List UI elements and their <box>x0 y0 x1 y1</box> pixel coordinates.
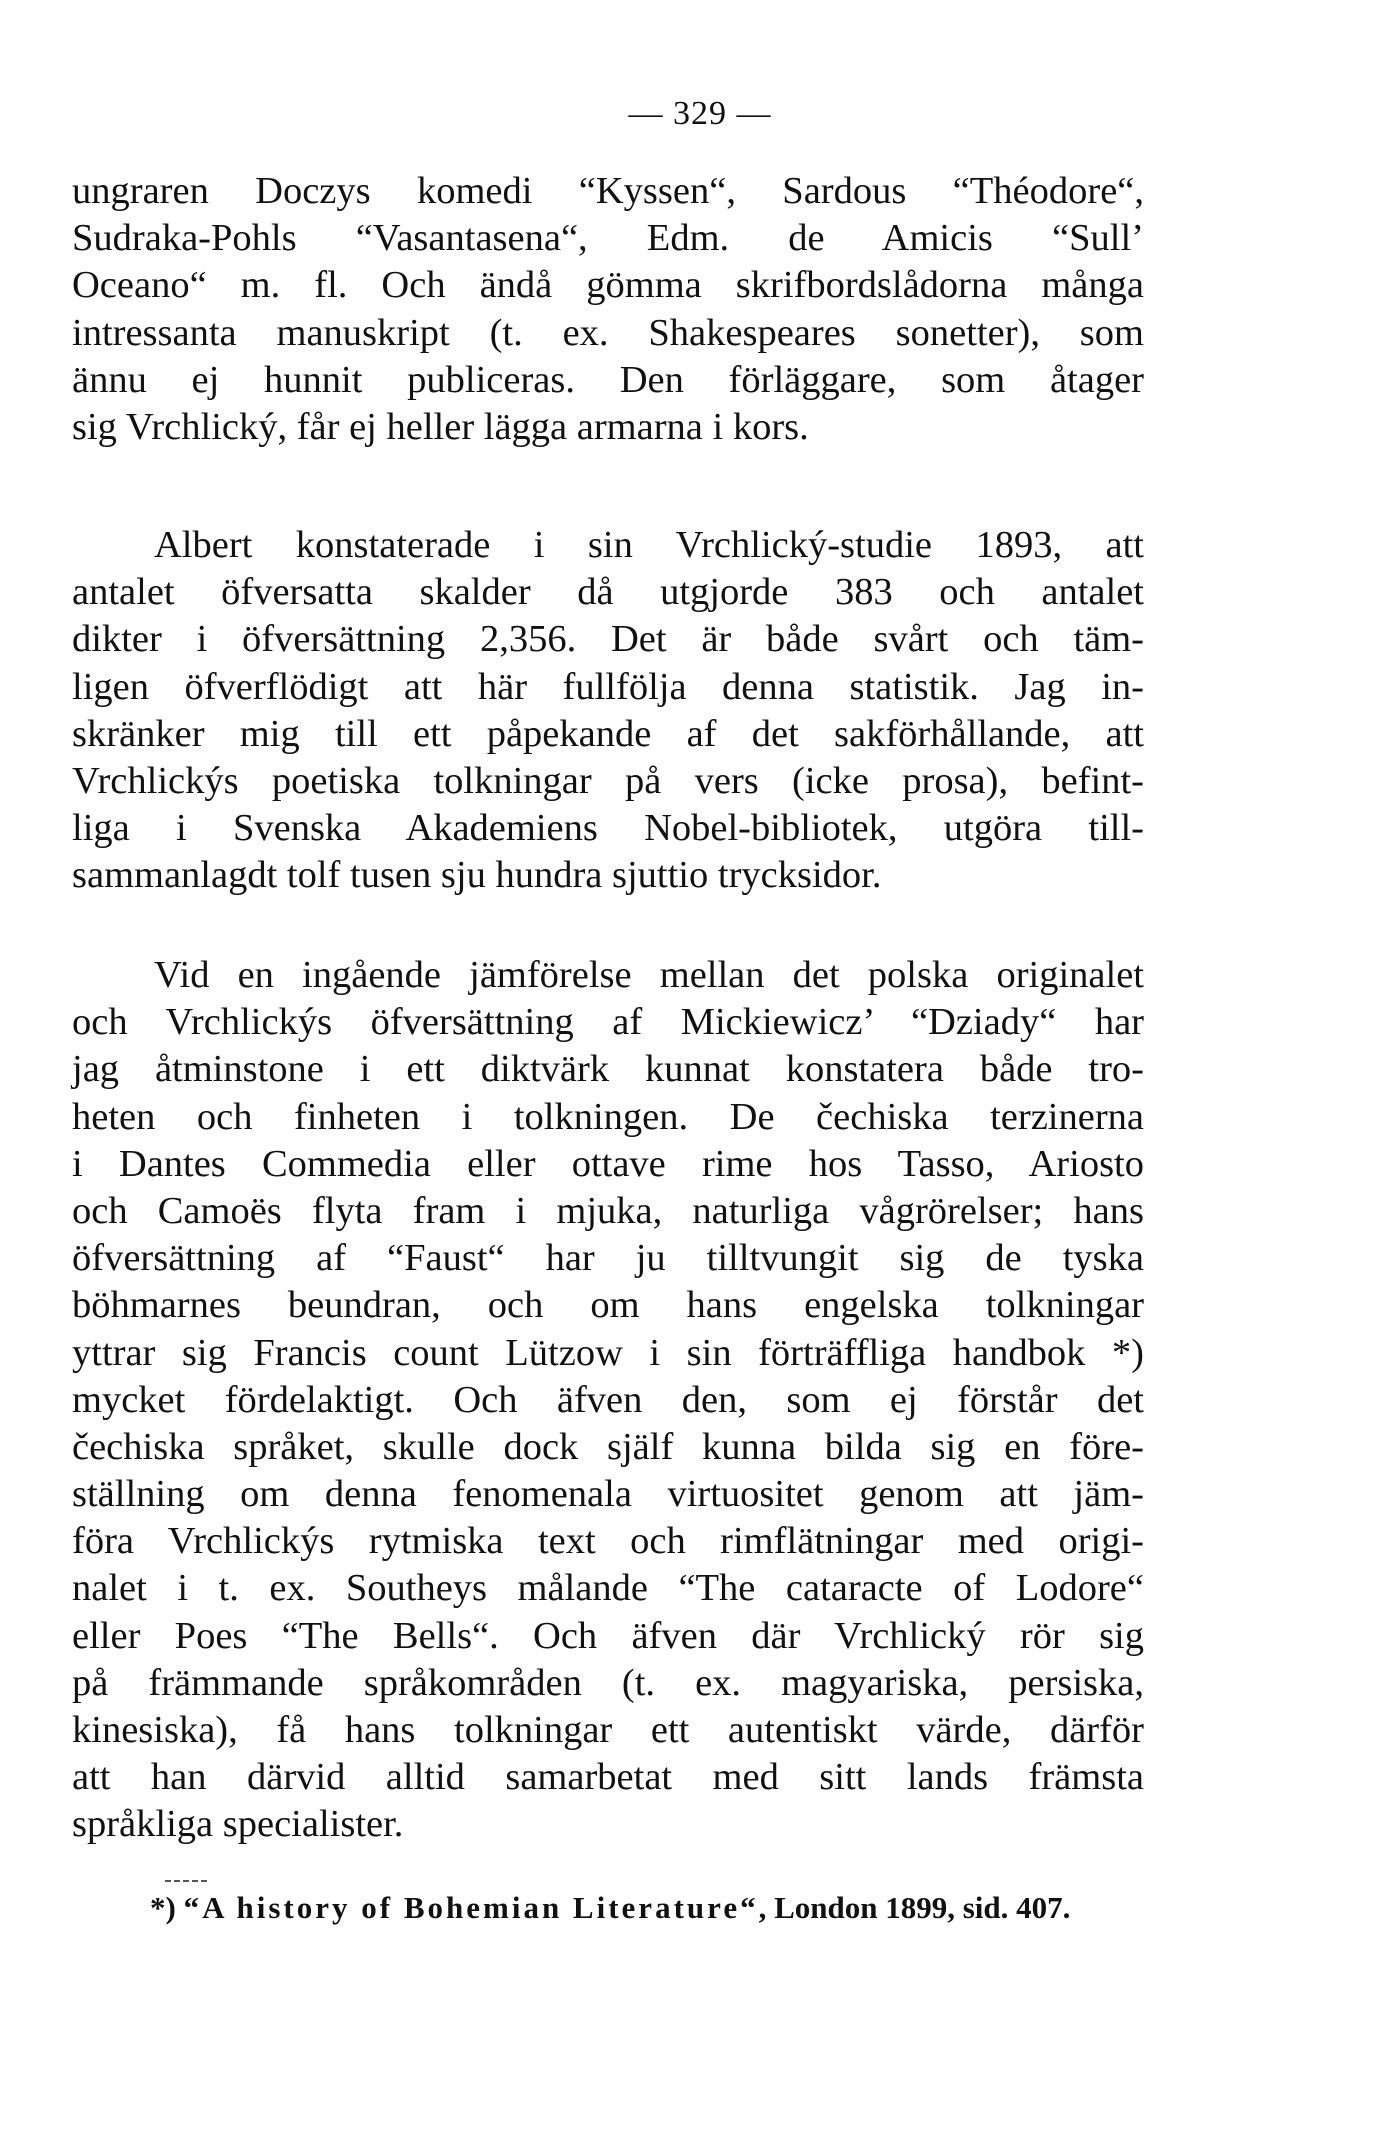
page-number: — 329 — <box>628 95 772 132</box>
text-line: sig Vrchlický, får ej heller lägga armarna i kors. <box>72 405 809 448</box>
text-line: att han därvid alltid samarbetat med sitt lands främsta <box>72 1756 1144 1799</box>
text-line: på främmande språkområden (t. ex. magyariska, persiska, <box>72 1661 1144 1704</box>
footnote-marker: *) <box>150 1890 176 1925</box>
text-line: ännu ej hunnit publiceras. Den förläggare, som åtager <box>72 358 1144 401</box>
text-line: ställning om denna fenomenala virtuositet genom att jäm- <box>72 1473 1144 1516</box>
text-line: och Camoës flyta fram i mjuka, naturliga vågrörelser; hans <box>72 1189 1144 1232</box>
footnote-title: “A history of Bohemian Literature“ <box>183 1890 759 1925</box>
text-line: eller Poes “The Bells“. Och äfven där Vrchlický rör sig <box>72 1614 1144 1657</box>
text-line: mycket fördelaktigt. Och äfven den, som ej förstår det <box>72 1378 1144 1421</box>
text-line: föra Vrchlickýs rytmiska text och rimflätningar med origi- <box>72 1520 1144 1563</box>
paragraph-1 <box>72 168 1144 451</box>
text-line: heten och finheten i tolkningen. De čechiska terzinerna <box>72 1095 1144 1138</box>
text-line: ligen öfverflödigt att här fullfölja denna statistik. Jag in- <box>72 665 1144 708</box>
footnote-divider <box>165 1880 207 1882</box>
text-line: kinesiska), få hans tolkningar ett autentiskt värde, därför <box>72 1709 1144 1751</box>
footnote <box>150 1888 1070 1928</box>
text-line: böhmarnes beundran, och om hans engelska tolkningar <box>72 1284 1144 1327</box>
text-line: intressanta manuskript (t. ex. Shakespeares sonetter), som <box>72 311 1144 354</box>
text-line: čechiska språket, skulle dock själf kunna bilda sig en före- <box>72 1425 1144 1468</box>
text-line: jag åtminstone i ett diktvärk kunnat konstatera både tro- <box>72 1048 1144 1091</box>
text-line: Vrchlickýs poetiska tolkningar på vers (icke prosa), befint- <box>72 759 1144 802</box>
paragraph-3 <box>72 952 1144 1849</box>
text-line: Sudraka-Pohls “Vasantasena“, Edm. de Amicis “Sull’ <box>72 217 1144 260</box>
footnote-citation: , London 1899, sid. 407. <box>758 1890 1071 1925</box>
text-line: Albert konstaterade i sin Vrchlický-studie 1893, att <box>154 524 1144 566</box>
text-line: öfversättning af “Faust“ har ju tilltvungit sig de tyska <box>72 1237 1144 1280</box>
text-line: Oceano“ m. fl. Och ändå gömma skrifbordslådorna många <box>72 264 1144 307</box>
text-line: liga i Svenska Akademiens Nobel-bibliotek, utgöra till- <box>72 807 1144 850</box>
text-line: språkliga specialister. <box>72 1803 404 1846</box>
text-line: dikter i öfversättning 2,356. Det är både svårt och täm- <box>72 618 1144 661</box>
text-line: nalet i t. ex. Southeys målande “The cataracte of Lodore“ <box>72 1567 1144 1610</box>
text-line: antalet öfversatta skalder då utgjorde 383 och antalet <box>72 571 1144 614</box>
text-line: sammanlagdt tolf tusen sju hundra sjuttio trycksidor. <box>72 854 882 897</box>
text-line: och Vrchlickýs öfversättning af Mickiewicz’ “Dziady“ har <box>72 1001 1144 1044</box>
text-line: i Dantes Commedia eller ottave rime hos Tasso, Ariosto <box>72 1142 1144 1185</box>
text-line: ungraren Doczys komedi “Kyssen“, Sardous “Théodore“, <box>72 170 1144 212</box>
paragraph-2 <box>72 522 1144 900</box>
text-line: Vid en ingående jämförelse mellan det polska originalet <box>154 954 1144 996</box>
text-line: skränker mig till ett påpekande af det sakförhållande, att <box>72 712 1144 755</box>
text-line: yttrar sig Francis count Lützow i sin förträffliga handbok *) <box>72 1331 1144 1374</box>
